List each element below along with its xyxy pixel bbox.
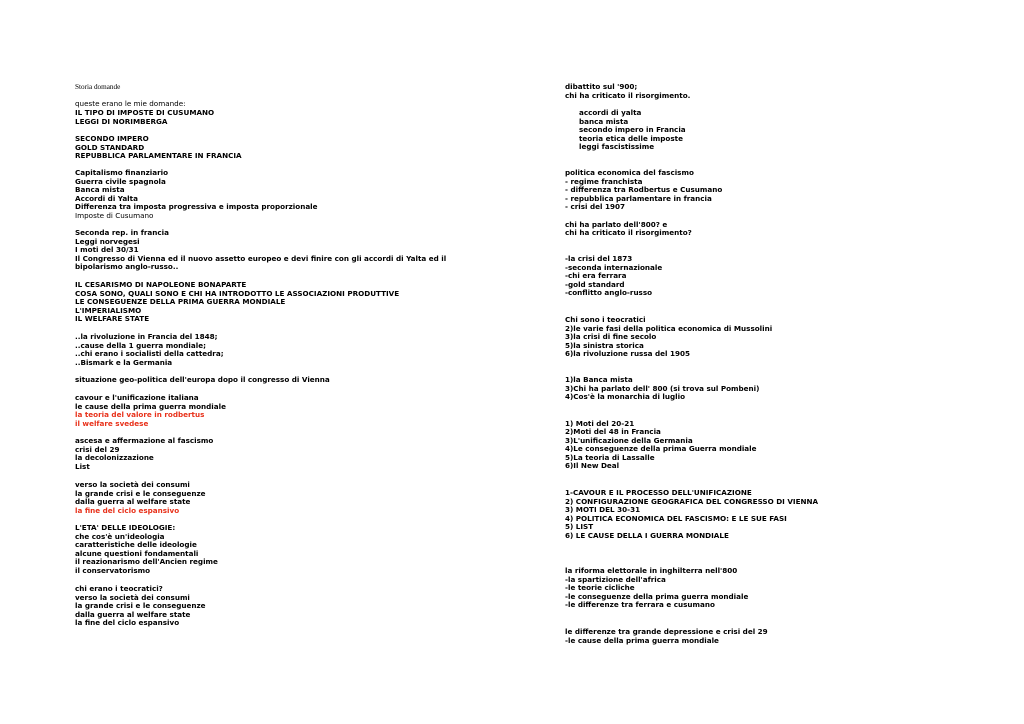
text-line: ..chi erano i socialisti della cattedra; <box>75 349 224 358</box>
text-line: 2)le varie fasi della politica economica di Mussolini <box>565 323 773 333</box>
text-line: L'ETA' DELLE IDEOLOGIE: <box>75 523 176 532</box>
text-line: verso la società dei consumi <box>75 480 190 489</box>
text-line: 1-CAVOUR E IL PROCESSO DELL'UNIFICAZIONE <box>565 488 752 497</box>
text-line: 1) Moti del 20-21 <box>565 418 635 428</box>
text-line: il conservatorismo <box>75 565 151 575</box>
text-line: alcune questioni fondamentali <box>75 548 199 558</box>
text-line: List <box>75 461 90 471</box>
text-line: -seconda internazionale <box>565 262 663 272</box>
text-line: verso la società dei consumi <box>75 592 190 602</box>
text-line: le cause della prima guerra mondiale <box>75 401 226 411</box>
text-line: secondo impero in Francia <box>579 125 686 134</box>
text-line: -gold standard <box>565 279 625 289</box>
text-line: banca mista <box>579 116 629 126</box>
text-line: caratteristiche delle ideologie <box>75 540 197 549</box>
text-line: Il Congresso di Vienna ed il nuovo assetto europeo e devi finire con gli accordi di Yalta ed il <box>75 253 447 263</box>
text-line: - regime franchista <box>565 176 643 186</box>
text-line: 6) LE CAUSE DELLA I GUERRA MONDIALE <box>565 530 729 540</box>
text-line: 6)Il New Deal <box>565 461 620 470</box>
text-line: la riforma elettorale in inghilterra nell'800 <box>565 566 738 575</box>
text-line: SECONDO IMPERO <box>75 134 149 143</box>
text-line: - differenza tra Rodbertus e Cusumano <box>565 185 723 194</box>
text-line: 5)La teoria di Lassalle <box>565 452 655 462</box>
text-line: -conflitto anglo-russo <box>565 288 653 297</box>
text-line: COSA SONO, QUALI SONO E CHI HA INTRODOTTO LE ASSOCIAZIONI PRODUTTIVE <box>75 288 400 298</box>
text-line: IL WELFARE STATE <box>75 314 150 323</box>
text-line: il welfare svedese <box>75 418 149 428</box>
text-line: Differenza tra imposta progressiva e imposta proporzionale <box>75 202 318 211</box>
text-line: -la spartizione dell'africa <box>565 574 666 584</box>
text-line: 4) POLITICA ECONOMICA DEL FASCISMO: E LE SUE FASI <box>565 513 787 523</box>
text-line: - crisi del 1907 <box>565 202 625 211</box>
text-line: chi erano i teocratici? <box>75 584 163 593</box>
text-line: REPUBBLICA PARLAMENTARE IN FRANCIA <box>75 151 242 160</box>
text-line: 2)Moti del 48 in Francia <box>565 427 661 436</box>
text-line: Banca mista <box>75 185 125 194</box>
text-line: accordi di yalta <box>579 108 642 117</box>
text-line: bipolarismo anglo-russo.. <box>75 262 179 271</box>
text-line: LE CONSEGUENZE DELLA PRIMA GUERRA MONDIALE <box>75 297 286 306</box>
text-line: -le cause della prima guerra mondiale <box>565 635 719 645</box>
text-line: I moti del 30/31 <box>75 245 139 254</box>
text-line: la fine del ciclo espansivo <box>75 618 180 627</box>
text-line: la fine del ciclo espansivo <box>75 505 180 515</box>
text-line: L'IMPERIALISMO <box>75 305 142 315</box>
text-line: Guerra civile spagnola <box>75 176 166 186</box>
text-line: la grande crisi e le conseguenze <box>75 601 206 610</box>
text-line: IL TIPO DI IMPOSTE DI CUSUMANO <box>75 108 215 117</box>
text-line: 5)la sinistra storica <box>565 340 644 350</box>
text-line: 3) MOTI DEL 30-31 <box>565 505 641 514</box>
text-line: ascesa e affermazione al fascismo <box>75 436 214 445</box>
text-line: teoria etica delle imposte <box>579 133 683 143</box>
text-line: dalla guerra al welfare state <box>75 497 191 506</box>
text-line: 2) CONFIGURAZIONE GEOGRAFICA DEL CONGRESSO DI VIENNA <box>565 496 819 506</box>
text-line: dalla guerra al welfare state <box>75 609 191 619</box>
text-line: queste erano le mie domande: <box>75 99 186 108</box>
text-line: chi ha criticato il risorgimento? <box>565 228 692 237</box>
text-line: LEGGI DI NORIMBERGA <box>75 116 168 126</box>
text-line: situazione geo-politica dell'europa dopo il congresso di Vienna <box>75 375 330 384</box>
text-line: ..la rivoluzione in Francia del 1848; <box>75 332 218 341</box>
text-line: le differenze tra grande depressione e crisi del 29 <box>565 627 768 636</box>
text-line: 6)la rivoluzione russa del 1905 <box>565 349 690 358</box>
text-line: leggi fascistissime <box>579 142 655 151</box>
text-line: - repubblica parlamentare in francia <box>565 193 712 203</box>
text-line: Leggi norvegesi <box>75 236 140 246</box>
text-line: 3)Chi ha parlato dell' 800 (si trova sul Pombeni) <box>565 383 760 393</box>
text-line: Accordi di Yalta <box>75 193 138 203</box>
text-line: chi ha criticato il risorgimento. <box>565 90 691 100</box>
text-line: 1)la Banca mista <box>565 375 633 384</box>
text-line: dibattito sul '900; <box>565 82 638 91</box>
text-line: GOLD STANDARD <box>75 142 145 152</box>
text-line: 4)Cos'è la monarchia di luglio <box>565 392 686 401</box>
text-line: Seconda rep. in francia <box>75 228 169 237</box>
text-line: la teoria del valore in rodbertus <box>75 410 205 419</box>
text-line: cavour e l'unificazione italiana <box>75 393 199 402</box>
text-line: -le teorie cicliche <box>565 583 635 592</box>
text-line: Storia domande <box>75 83 121 91</box>
text-line: il reazionarismo dell'Ancien regime <box>75 557 218 566</box>
text-line: ..cause della 1 guerra mondiale; <box>75 340 206 350</box>
text-line: -la crisi del 1873 <box>565 254 633 263</box>
text-line: -chi era ferrara <box>565 271 627 280</box>
text-line: 3)L'unificazione della Germania <box>565 435 693 445</box>
text-line: Imposte di Cusumano <box>75 210 154 220</box>
text-line: la decolonizzazione <box>75 453 154 462</box>
text-line: -le differenze tra ferrara e cusumano <box>565 600 715 609</box>
text-line: -le conseguenze della prima guerra mondiale <box>565 591 749 601</box>
text-line: che cos'è un'ideologia <box>75 531 165 541</box>
text-line: crisi del 29 <box>75 444 120 454</box>
text-line: chi ha parlato dell'800? e <box>565 219 668 229</box>
text-line: 3)la crisi di fine secolo <box>565 332 657 341</box>
text-line: ..Bismark e la Germania <box>75 357 173 367</box>
text-line: 5) LIST <box>565 522 594 531</box>
text-line: Capitalismo finanziario <box>75 168 169 177</box>
text-line: IL CESARISMO DI NAPOLEONE BONAPARTE <box>75 280 247 289</box>
text-line: 4)Le conseguenze della prima Guerra mondiale <box>565 444 757 453</box>
text-line: la grande crisi e le conseguenze <box>75 488 206 498</box>
text-line: Chi sono i teocratici <box>565 315 646 324</box>
text-line: politica economica del fascismo <box>565 168 694 177</box>
